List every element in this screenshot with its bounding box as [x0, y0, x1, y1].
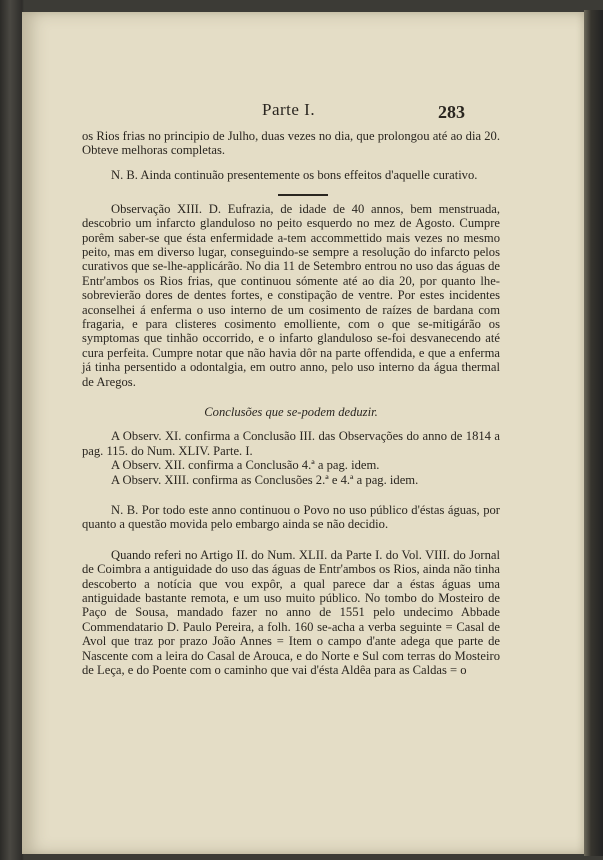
paragraph-history: Quando referi no Artigo II. do Num. XLII. da Parte I. do Vol. VIII. do Jornal de Coimbra a antiguidade do uso das águas de Entr'ambos os Rios, ainda não tinha descoberto a notícia que vou expôr, a qual parece dar a éstas águas uma antiguidade bastante remota, e um uso muito público. No tombo do Mosteiro de Paço de Sousa, mandado fazer no anno de 1551 pelo undecimo Abbade Commendatario D. Paulo Pereira, a folh. 160 se-acha a verba seguinte = Casal de Avol que traz por prazo João Annes = Item o campo d'ante adega que parte de Nascente com a leira do Casal de Arouca, e do Norte e Sul com terras do Mosteiro de Leça, e do Poente com o caminho que vai d'ésta Aldêa para as Caldas = o — [82, 547, 500, 678]
paragraph-continuation: os Rios frias no principio de Julho, duas vezes no dia, que prolongou até ao dia 20. Obteve melhoras completas. — [82, 129, 500, 158]
paragraph-observation-xiii: Observação XIII. D. Eufrazia, de idade de 40 annos, bem menstruada, descobrio um infarcto glanduloso no peito esquerdo no mez de Agosto. Cumpre porêm saber-se que ésta enfermidade a-tem accommettido mais vezes no mesmo peito, mas em diverso lugar, conseguindo-se sempre a resolução do infarcto pelos curativos que se-lhe-applicárão. No dia 11 de Setembro entrou no uso das águas de Entr'ambos os Rios frias, que continuou sómente até ao dia 20, por quanto lhe-sobrevierão dores de dentes fortes, e constipação de ventre. Por estes incidentes aconselhei á enferma o uso interno de um cosimento de raízes de bardana com fragaria, e para clisteres cosimento emolliente, com o que se-mitigárão os symptomas que tinhão occorrido, e o infarto glanduloso se-foi desvanecendo até cura perfeita. Cumpre notar que não havia dôr na parte offendida, e que a enferma já tinha persentido a odontalgia, em outro anno, pelo uso interno da água thermal de Aregos. — [82, 201, 500, 389]
conclusion-line-3: A Observ. XIII. confirma as Conclusões 2.ª e 4.ª a pag. idem. — [110, 472, 419, 487]
running-head: Parte I. — [262, 100, 316, 119]
page-header — [22, 90, 585, 120]
page-edge-shadow — [584, 10, 603, 856]
conclusion-line-1: A Observ. XI. confirma a Conclusão III. das Observações do anno de 1814 a pag. 115. do Num. XLIV. Parte. I. — [82, 429, 500, 458]
conclusion-line-2: A Observ. XII. confirma a Conclusão 4.ª a pag. idem. — [110, 458, 380, 473]
page-body — [82, 129, 500, 678]
paragraph-note: N. B. Ainda continuão presentemente os bons effeitos d'aquelle curativo. — [110, 167, 478, 182]
paragraph-note-2: N. B. Por todo este anno continuou o Povo no uso público d'éstas águas, por quanto a questão movida pelo embargo ainda se não decidio. — [82, 503, 500, 532]
section-divider — [278, 194, 328, 196]
page-number: 283 — [438, 102, 465, 122]
book-page — [22, 12, 585, 854]
section-heading: Conclusões que se-podem deduzir. — [204, 405, 378, 419]
